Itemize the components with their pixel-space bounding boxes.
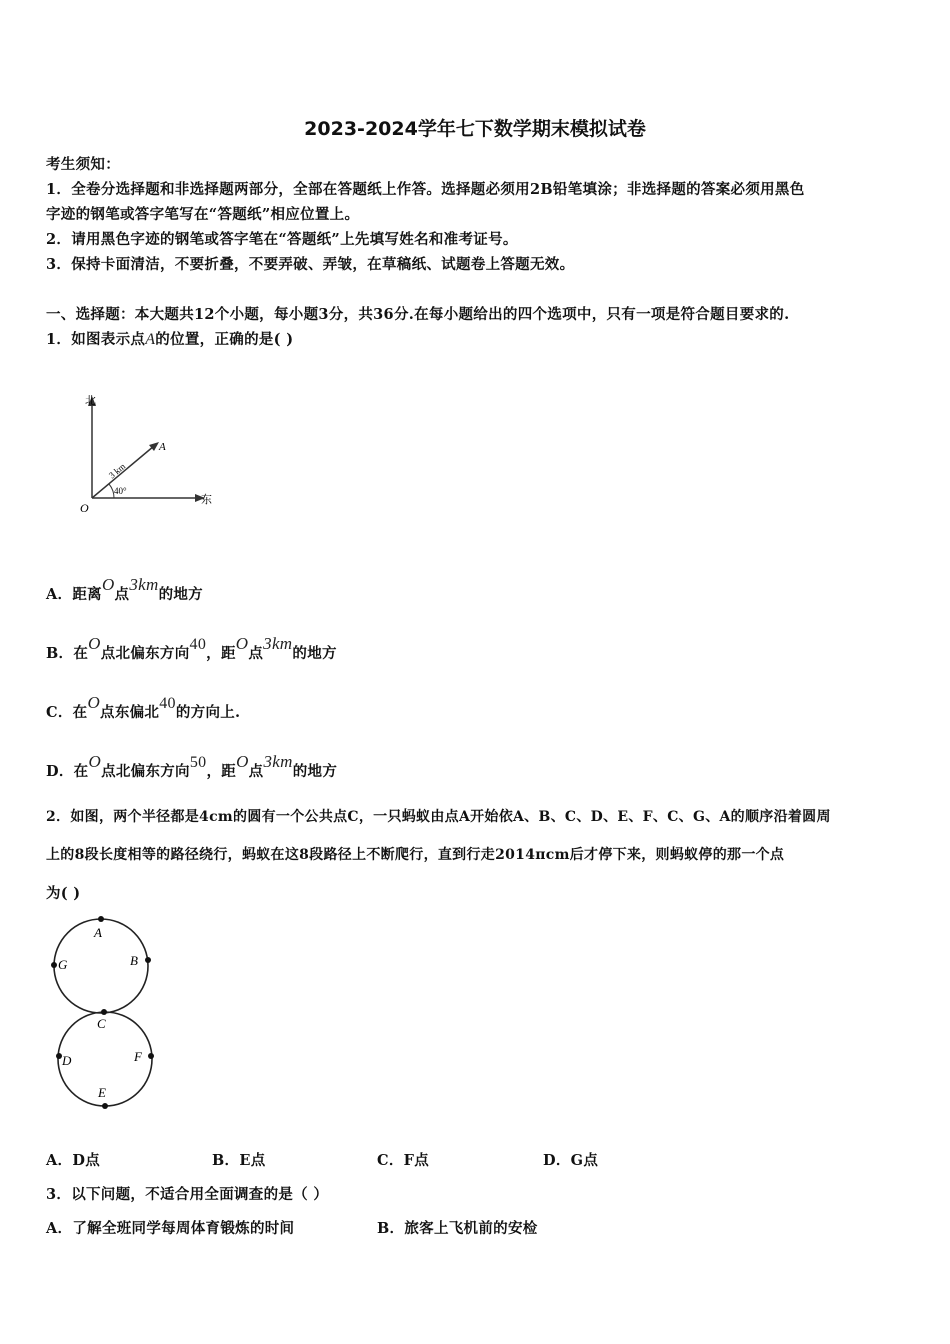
direction-figure (68, 388, 228, 516)
angle-label: 40° (114, 486, 127, 496)
east-label: 东 (201, 494, 212, 506)
question-2-stem: 上的8段长度相等的路径绕行，蚂蚁在这8段路径上不断爬行，直到行走2014πcm后才停下来，则蚂蚁停的那一个点 (46, 847, 785, 863)
notice-heading: 考生须知： (46, 156, 120, 173)
north-label: 北 (85, 395, 96, 407)
question-3-stem: 3．以下问题，不适合用全面调查的是（ ） (46, 1186, 329, 1203)
origin-label: O (80, 501, 89, 515)
notice-line: 字迹的钢笔或答字笔写在“答题纸”相应位置上。 (46, 206, 360, 223)
q2-option-a: A．D点 (46, 1152, 101, 1169)
q2-option-c: C．F点 (377, 1152, 430, 1169)
q1-option-c: C．在O点东偏北40的方向上. (46, 693, 241, 721)
question-2-stem: 2．如图，两个半径都是4cm的圆有一个公共点C，一只蚂蚁由点A开始依A、B、C、D、E、F、C、G、A的顺序沿着圆周 (46, 809, 831, 825)
q1-option-b: B．在O点北偏东方向40，距O点3km的地方 (46, 634, 337, 662)
notice-line: 1．全卷分选择题和非选择题两部分，全部在答题纸上作答。选择题必须用2B铅笔填涂；非选择题的答案必须用黑色 (46, 181, 805, 198)
q3-option-a: A．了解全班同学每周体育锻炼的时间 (46, 1220, 295, 1237)
label-e: E (98, 1085, 106, 1100)
section-heading: 一、选择题：本大题共12个小题，每小题3分，共36分.在每小题给出的四个选项中，只有一项是符合题目要求的. (46, 306, 790, 323)
label-c: C (97, 1016, 106, 1031)
q2-option-b: B．E点 (212, 1152, 266, 1169)
q3-option-b: B．旅客上飞机前的安检 (377, 1220, 538, 1237)
label-f: F (134, 1049, 142, 1064)
label-a: A (94, 925, 102, 940)
notice-line: 2．请用黑色字迹的钢笔或答字笔在“答题纸”上先填写姓名和准考证号。 (46, 231, 518, 248)
question-2-stem: 为( ) (46, 885, 81, 902)
notice-line: 3．保持卡面清洁，不要折叠，不要弄破、弄皱，在草稿纸、试题卷上答题无效。 (46, 256, 575, 273)
label-d: D (62, 1053, 72, 1068)
point-a-label: A (159, 441, 166, 453)
q1-option-d: D．在O点北偏东方向50，距O点3km的地方 (46, 752, 338, 780)
label-g: G (58, 957, 68, 972)
question-1-stem: 1．如图表示点A的位置，正确的是( ) (46, 331, 294, 348)
q2-option-d: D．G点 (543, 1152, 599, 1169)
two-circles-figure (44, 910, 164, 1115)
q1-option-a: A．距离O点3km的地方 (46, 575, 203, 603)
page-title: 2023-2024学年七下数学期末模拟试卷 (304, 118, 646, 140)
distance-label: 3 km (106, 461, 128, 481)
label-b: B (130, 953, 138, 968)
